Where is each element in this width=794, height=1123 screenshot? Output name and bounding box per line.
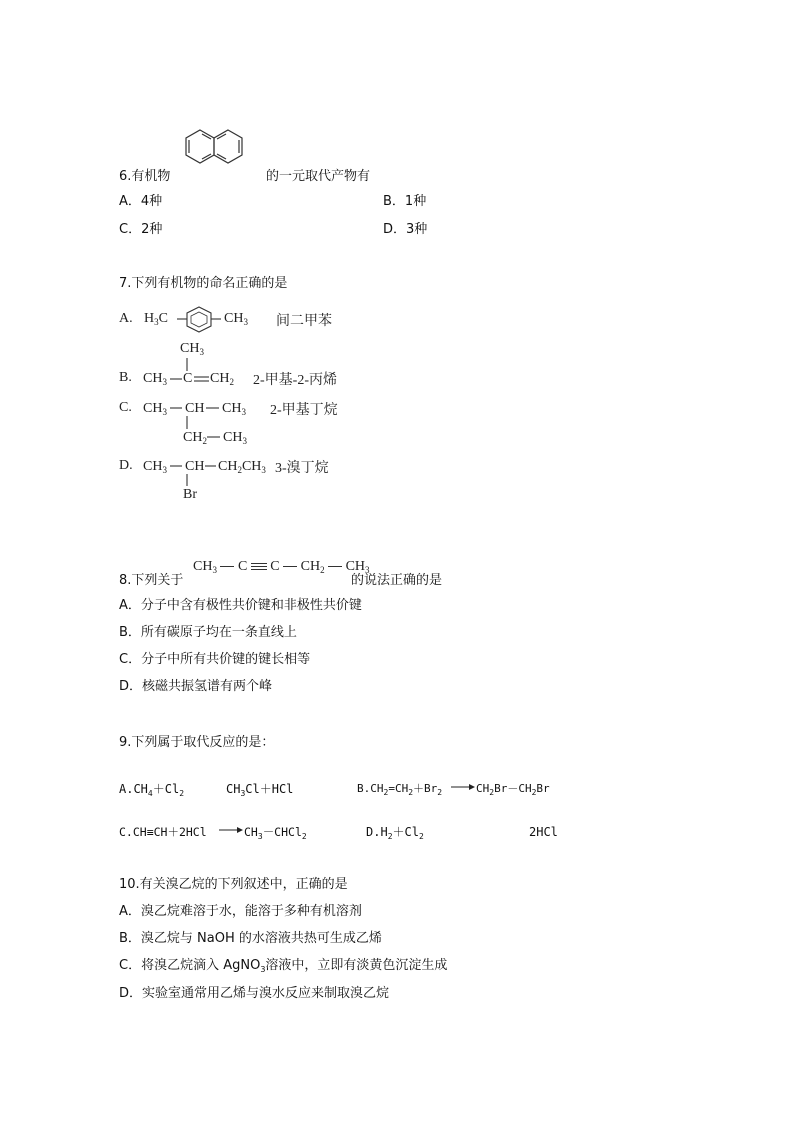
q7-b-top: $CH_3$ <box>180 341 204 357</box>
q8-stem-suffix: 的说法正确的是 <box>351 573 443 588</box>
q6-stem-prefix: 6.有机物 <box>119 169 171 184</box>
q9-option-d-product: 2HCl <box>529 825 558 839</box>
q7-d-main-left: $CH_3$ <box>143 459 167 475</box>
q9-option-b: $B.CH_2=CH_2+Br_2$ <box>357 782 443 797</box>
q8-option-d: D．核磁共振氢谱有两个峰 <box>119 679 273 694</box>
q10-option-b: B．溴乙烷与 NaOH 的水溶液共热可生成乙烯 <box>119 931 382 946</box>
q7-stem: 7.下列有机物的命名正确的是 <box>119 276 288 291</box>
q10-stem: 10.有关溴乙烷的下列叙述中，正确的是 <box>119 877 348 892</box>
q10-option-c: C．将溴乙烷滴入 AgNO$_3$溶液中，立即有淡黄色沉淀生成 <box>119 958 448 974</box>
q9-option-a-products: $CH_3Cl+HCl$ <box>226 782 294 798</box>
q7-a-name: 间二甲苯 <box>276 314 332 329</box>
q7-c-main-center: CH <box>185 401 205 416</box>
q10-option-d: D．实验室通常用乙烯与溴水反应来制取溴乙烷 <box>119 986 390 1001</box>
q6-option-b: B．1种 <box>383 194 427 209</box>
q8-stem-prefix: 8.下列关于 <box>119 573 184 588</box>
q10-option-a: A．溴乙烷难溶于水，能溶于多种有机溶剂 <box>119 904 362 919</box>
q7-d-main-right: $CH_2CH_3$ <box>218 459 266 475</box>
q7-d-letter: D. <box>119 458 133 473</box>
q6-option-c: C．2种 <box>119 222 163 237</box>
q7-c-main-left: $CH_3$ <box>143 401 167 417</box>
q8-option-c: C．分子中所有共价键的键长相等 <box>119 652 311 667</box>
q7-b-main-right: $CH_2$ <box>210 371 234 387</box>
q7-c-branch-left: $CH_2$ <box>183 430 207 446</box>
q9-stem: 9.下列属于取代反应的是： <box>119 735 275 750</box>
q7-c-name: 2-甲基丁烷 <box>270 403 338 418</box>
q7-c-main-right: $CH_3$ <box>222 401 246 417</box>
q9-option-d: $D.H_2+Cl_2$ <box>366 825 424 841</box>
q7-c-branch-right: $CH_3$ <box>223 430 247 446</box>
q7-a-methyl-left: $H_3C$ <box>144 311 168 327</box>
q9-option-a-reactants: $A.CH_4+Cl_2$ <box>119 782 185 798</box>
q6-option-a: A．4种 <box>119 194 163 209</box>
q6-option-d: D．3种 <box>383 222 428 237</box>
q7-b-name: 2-甲基-2-丙烯 <box>253 373 337 388</box>
q7-d-substituent: Br <box>183 487 197 502</box>
q8-formula: $CH_3$ C C $CH_2$ $CH_3$ <box>193 559 370 575</box>
q9-option-c-products: $CH_3-CHCl_2$ <box>244 825 307 841</box>
q8-option-b: B．所有碳原子均在一条直线上 <box>119 625 297 640</box>
q7-b-main-center: C <box>183 371 193 386</box>
q7-a-letter: A. <box>119 311 133 326</box>
q7-c-letter: C. <box>119 400 132 415</box>
q8-option-a: A．分子中含有极性共价键和非极性共价键 <box>119 598 362 613</box>
q7-d-name: 3-溴丁烷 <box>275 461 329 476</box>
q7-b-main-left: $CH_3$ <box>143 371 167 387</box>
q6-stem-suffix: 的一元取代产物有 <box>266 169 371 184</box>
q7-d-main-center: CH <box>185 459 205 474</box>
q9-option-c: C.CH≡CH＋2HCl <box>119 825 207 839</box>
q7-b-letter: B. <box>119 370 132 385</box>
q7-a-methyl-right: $CH_3$ <box>224 311 248 327</box>
q9-option-b-products: $CH_2Br-CH_2Br$ <box>476 782 550 797</box>
